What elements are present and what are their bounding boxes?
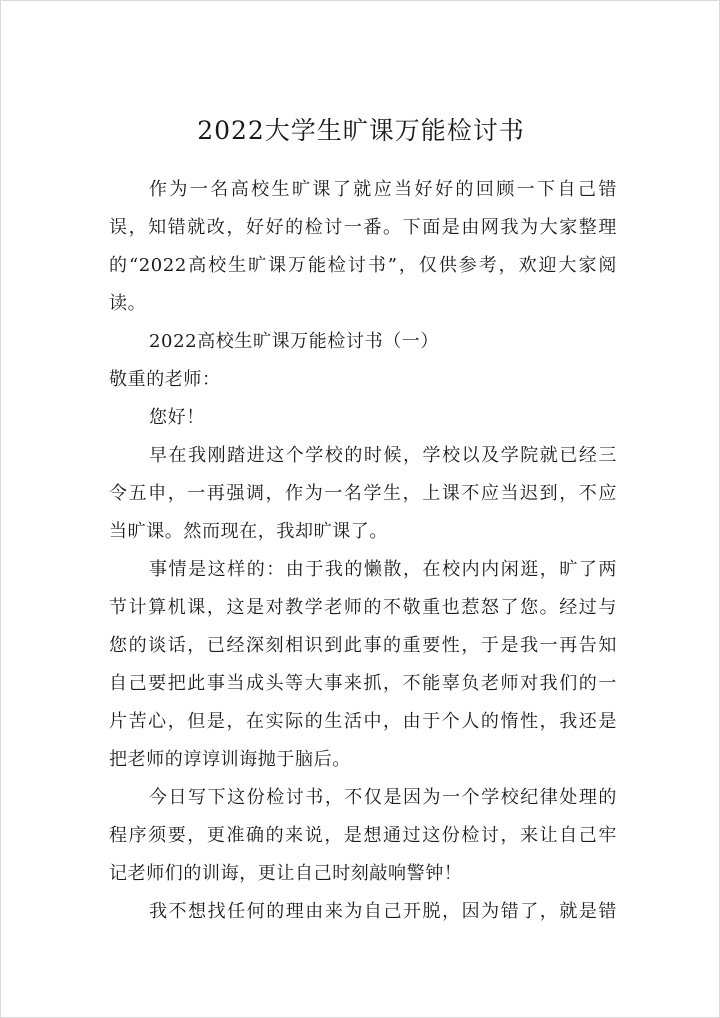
text-line: 2022高校生旷课万能检讨书（一）	[149, 331, 440, 352]
text-line: 敬重的老师：	[109, 369, 221, 390]
text-line: 的“2022高校生旷课万能检讨书”，仅供参考，欢迎大家阅	[109, 255, 617, 276]
text-line: 片苦心，但是，在实际的生活中，由于个人的惰性，我还是	[109, 711, 617, 732]
text-line: 令五申，一再强调，作为一名学生，上课不应当迟到，不应	[109, 483, 617, 504]
text-line: 事情是这样的：由于我的懒散，在校内内闲逛，旷了两	[149, 559, 617, 580]
text-line: 我不想找任何的理由来为自己开脱，因为错了，就是错	[149, 901, 617, 922]
text-line: 节计算机课，这是对教学老师的不敬重也惹怒了您。经过与	[109, 597, 617, 618]
text-line: 早在我刚踏进这个学校的时候，学校以及学院就已经三	[149, 445, 617, 466]
text-line: 您好！	[149, 407, 205, 428]
text-line: 程序须要，更准确的来说，是想通过这份检讨，来让自己牢	[109, 825, 617, 846]
text-line: 当旷课。然而现在，我却旷课了。	[109, 521, 388, 542]
text-line: 今日写下这份检讨书，不仅是因为一个学校纪律处理的	[149, 787, 617, 808]
text-line: 记老师们的训诲，更让自己时刻敲响警钟！	[109, 863, 463, 884]
text-line: 您的谈话，已经深刻相识到此事的重要性，于是我一再告知	[109, 635, 617, 656]
text-line: 自己要把此事当成头等大事来抓，不能辜负老师对我们的一	[109, 673, 617, 694]
text-line: 读。	[109, 293, 147, 314]
document-title: 2022大学生旷课万能检讨书	[197, 116, 525, 145]
document-body	[109, 171, 617, 931]
text-line: 作为一名高校生旷课了就应当好好的回顾一下自己错	[149, 179, 617, 200]
text-line: 误，知错就改，好好的检讨一番。下面是由网我为大家整理	[109, 217, 617, 238]
text-line: 把老师的谆谆训诲抛于脑后。	[109, 749, 351, 770]
